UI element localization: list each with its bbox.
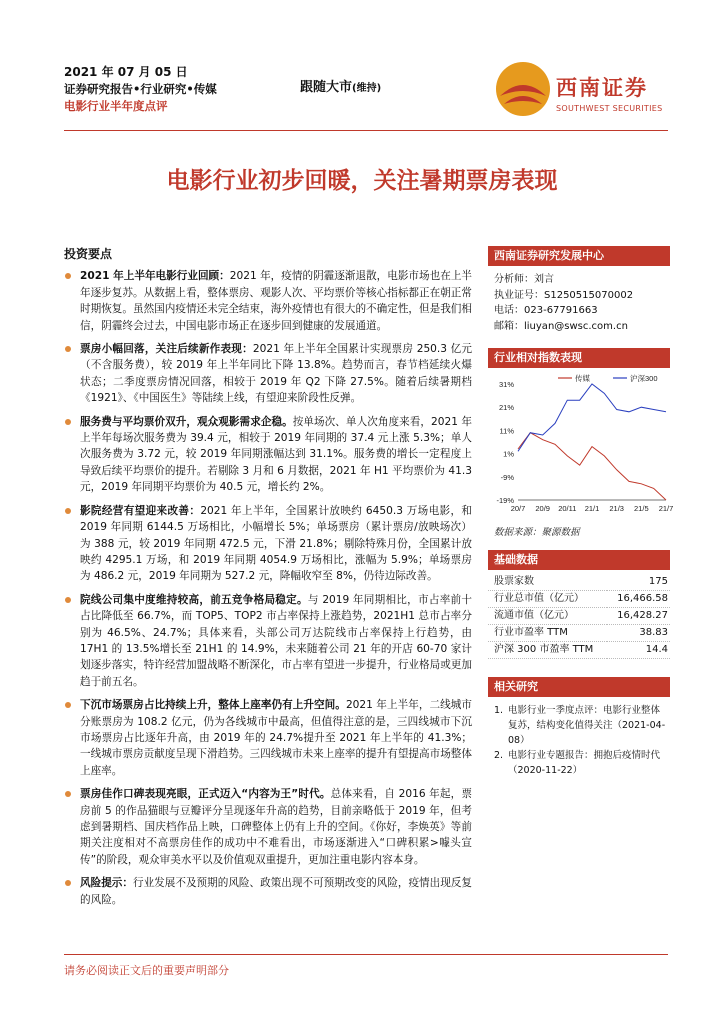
key-point-text: 与 2019 年同期相比，市占率前十占比降低至 66.7%，而 TOP5、TOP2 市占率保持上涨趋势，2021H1 总市占率分别为 46.5%、24.7%；具体来看，头部公司万达院线市占率保持上行趋势，由 17H1 的 13.5%增长至 21H1 的 14.9%，未来随着公司 21 年的开店 60-70 家计划逐步落实，特许经营加盟战略不断深化，市占率有望进一步提升，行业格局或更加趋于前五名。 <box>80 593 472 688</box>
analyst-email[interactable]: 邮箱：liuyan@swsc.com.cn <box>494 320 628 332</box>
key-point-heading: 院线公司集中度维持较高，前五竞争格局稳定。 <box>80 593 308 606</box>
basic-data-label: 股票家数 <box>488 574 607 591</box>
key-point-item <box>64 875 472 908</box>
key-point-item <box>64 592 472 690</box>
key-point-heading: 风险提示： <box>80 877 133 890</box>
key-point-item <box>64 697 472 779</box>
basic-data-label: 行业总市值（亿元） <box>488 591 607 608</box>
y-tick-label: 31% <box>498 380 514 389</box>
logo-mark-icon <box>494 60 552 118</box>
bullet-icon <box>65 508 71 514</box>
basic-data-title: 基础数据 <box>488 550 670 570</box>
basic-data-label: 流通市值（亿元） <box>488 608 607 625</box>
rating-note: (维持) <box>352 83 382 94</box>
key-point-item <box>64 341 472 407</box>
related-research-item[interactable] <box>494 703 668 748</box>
related-research-list <box>488 697 670 778</box>
analyst-info <box>488 266 670 334</box>
index-chart-svg <box>488 372 674 522</box>
basic-data-row <box>488 608 670 625</box>
header-divider <box>64 130 668 131</box>
key-point-heading: 2021 年上半年电影行业回顾： <box>80 270 230 283</box>
y-tick-label: 21% <box>498 403 514 413</box>
key-point-heading: 票房佳作口碑表现亮眼，正式迈入“内容为王”时代。 <box>80 788 331 801</box>
company-logo <box>494 58 674 122</box>
x-tick-label: 21/1 <box>584 504 600 513</box>
key-point-text: 2021 年上半年全国累计实现票房 250.3 亿元（不含服务费），较 2019 年上半年同比下降 13.8%。趋势而言，春节档延续火爆状态；二季度票房情况回落，相较于 2019 年 Q2 下降 27.5%。随着后续暑期档《1921》、《中国医生》等陆续上线，有望迎来阶段性反弹。 <box>80 343 473 405</box>
basic-data-value: 16,466.58 <box>607 591 670 608</box>
bullet-icon <box>65 880 71 886</box>
report-title: 电影行业初步回暖，关注暑期票房表现 <box>166 168 558 194</box>
analyst-phone: 电话：023-67791663 <box>494 305 598 316</box>
key-point-heading: 票房小幅回落，关注后续新作表现： <box>80 343 253 356</box>
basic-data-table <box>488 574 670 659</box>
bullet-icon <box>65 346 71 352</box>
key-point-text: 2021 年上半年，全国累计放映约 6450.3 万场电影，和 2019 年同期 6144.5 万场相比，小幅增长 5%；单场票房（累计票房/放映场次）为 388 元，较 2019 年同期 472.5 元，下滑 21.8%；剔除特殊月份，全国累计放映约 4295.1 万场，和 2019 年同期 4054.9 万场相比，涨幅为 5.9%；单场票房为 486.2 元，2019 年同期为 527.2 元，降幅收窄至 8%，仍待边际改善。 <box>80 504 472 583</box>
key-point-text: 按单场次、单人次角度来看，2021 年上半年每场次服务费为 39.4 元，相较于 2019 年同期的 37.4 元上涨 5.3%；单人次服务费为 3.72 元，较 2019 年同期涨幅达到 31.1%。服务费的增长一定程度上导致后续平均票价的提升。若剔除 3 月和 6 月数据，2021 年 H1 平均票价为 41.3 元，2019 年同期平均票价为 40.5 元，增长约 2%。 <box>80 415 473 494</box>
key-point-text: 2021 年，疫情的阴霾逐渐退散，电影市场也在上半年逐步复苏。从数据上看，整体票房、观影人次、平均票价等核心指标都正在朝正常时期恢复。虽然国内疫情还未完全结束，海外疫情也有很大的不确定性，但是我们相信，阴霾终会过去，中国电影市场正在逐步回到健康的发展通道。 <box>80 270 473 332</box>
legend-label: 传媒 <box>575 374 590 383</box>
series-line-csi300 <box>518 384 666 451</box>
y-tick-label: -9% <box>500 472 514 482</box>
footer-disclaimer: 请务必阅读正文后的重要声明部分 <box>64 964 229 977</box>
legend-label: 沪深300 <box>630 374 658 383</box>
related-research-item[interactable] <box>494 748 668 778</box>
x-tick-label: 20/11 <box>558 504 577 513</box>
key-point-item <box>64 786 472 868</box>
bullet-icon <box>65 273 71 279</box>
related-research-number: 2. <box>494 750 504 761</box>
bullet-icon <box>65 791 71 797</box>
report-subtype: 电影行业半年度点评 <box>64 99 168 113</box>
header-meta <box>64 64 217 115</box>
basic-data-value: 16,428.27 <box>607 608 670 625</box>
x-tick-label: 21/7 <box>658 504 674 513</box>
basic-data-label: 行业市盈率 TTM <box>488 625 607 642</box>
report-type: 证券研究报告•行业研究•传媒 <box>64 82 217 96</box>
related-research-number: 1. <box>494 705 504 716</box>
data-source: 数据来源：聚源数据 <box>494 527 580 538</box>
rating <box>300 76 381 95</box>
logo-text-en: SOUTHWEST SECURITIES <box>556 104 663 113</box>
y-tick-label: -19% <box>496 496 514 505</box>
analyst-license: 执业证号：S1250515070002 <box>494 289 634 301</box>
related-research-text: 电影行业一季度点评：电影行业整体复苏，结构变化值得关注（2021-04-08） <box>508 705 666 746</box>
key-points-heading: 投资要点 <box>64 247 113 261</box>
bullet-icon <box>65 702 71 708</box>
key-point-text: 总体来看，自 2016 年起，票房前 5 的作品猫眼与豆瓣评分呈现逐年升高的趋势，目前亲略低于 2019 年，但考虑到暑期档、国庆档作品上映，口碑整体上仍有上升的空间。《你好，李焕英》等前期关注度相对不高票房佳作的成功中不难看出，市场逐渐进入“口碑积累>噱头宣传”的阶段，观众审美水平以及价值观双重提升，更加注重电影内容本身。 <box>80 788 472 866</box>
bullet-icon <box>65 419 71 425</box>
basic-data-row <box>488 625 670 642</box>
series-line-media <box>518 433 666 500</box>
key-point-heading: 下沉市场票房占比持续上升，整体上座率仍有上升空间。 <box>80 699 346 712</box>
x-tick-label: 20/7 <box>510 504 526 513</box>
basic-data-value: 175 <box>607 574 670 591</box>
basic-data-value: 14.4 <box>607 642 670 659</box>
key-point-item <box>64 503 472 585</box>
basic-data-value: 38.83 <box>607 625 670 642</box>
logo-text-cn: 西南证券 <box>556 76 648 100</box>
basic-data-label: 沪深 300 市盈率 TTM <box>488 642 607 659</box>
key-points-list <box>64 268 472 908</box>
key-point-text: 行业发展不及预期的风险、政策出现不可预期改变的风险，疫情出现反复的风险。 <box>80 877 473 906</box>
sidebar <box>488 246 674 778</box>
x-tick-label: 20/9 <box>535 504 550 513</box>
related-research-title: 相关研究 <box>488 677 670 697</box>
basic-data-row <box>488 574 670 591</box>
key-point-heading: 服务费与平均票价双升，观众观影需求企稳。 <box>80 415 293 428</box>
key-point-item <box>64 268 472 334</box>
y-tick-label: 11% <box>499 426 514 436</box>
rating-label: 跟随大市 <box>300 80 353 95</box>
related-research-text: 电影行业专题报告：拥抱后疫情时代（2020-11-22） <box>508 750 661 776</box>
index-chart-title: 行业相对指数表现 <box>488 348 670 368</box>
x-tick-label: 21/5 <box>634 504 649 513</box>
research-center-title: 西南证券研究发展中心 <box>488 246 670 266</box>
x-tick-label: 21/3 <box>609 504 624 513</box>
basic-data-row <box>488 642 670 659</box>
key-point-item <box>64 414 472 496</box>
report-date: 2021 年 07 月 05 日 <box>64 65 188 79</box>
basic-data-row <box>488 591 670 608</box>
analyst-name: 分析师：刘言 <box>494 274 554 285</box>
bullet-icon <box>65 597 71 603</box>
key-point-heading: 影院经营有望迎来改善： <box>80 504 201 517</box>
footer-divider <box>64 954 668 955</box>
key-point-text: 2021 年上半年，二线城市分账票房为 108.2 亿元，仍为各线城市中最高，但值得注意的是，三四线城市下沉市场票房占比逐年升高，由 2019 年的 24.7%提升至 2021 年上半年的 41.3%；一线城市票房贡献度呈现下滑趋势。三四线城市未来上座率的提升有望提高市场整体上座率。 <box>80 699 473 777</box>
y-tick-label: 1% <box>503 449 514 459</box>
key-points <box>64 246 472 915</box>
index-chart <box>488 372 674 522</box>
